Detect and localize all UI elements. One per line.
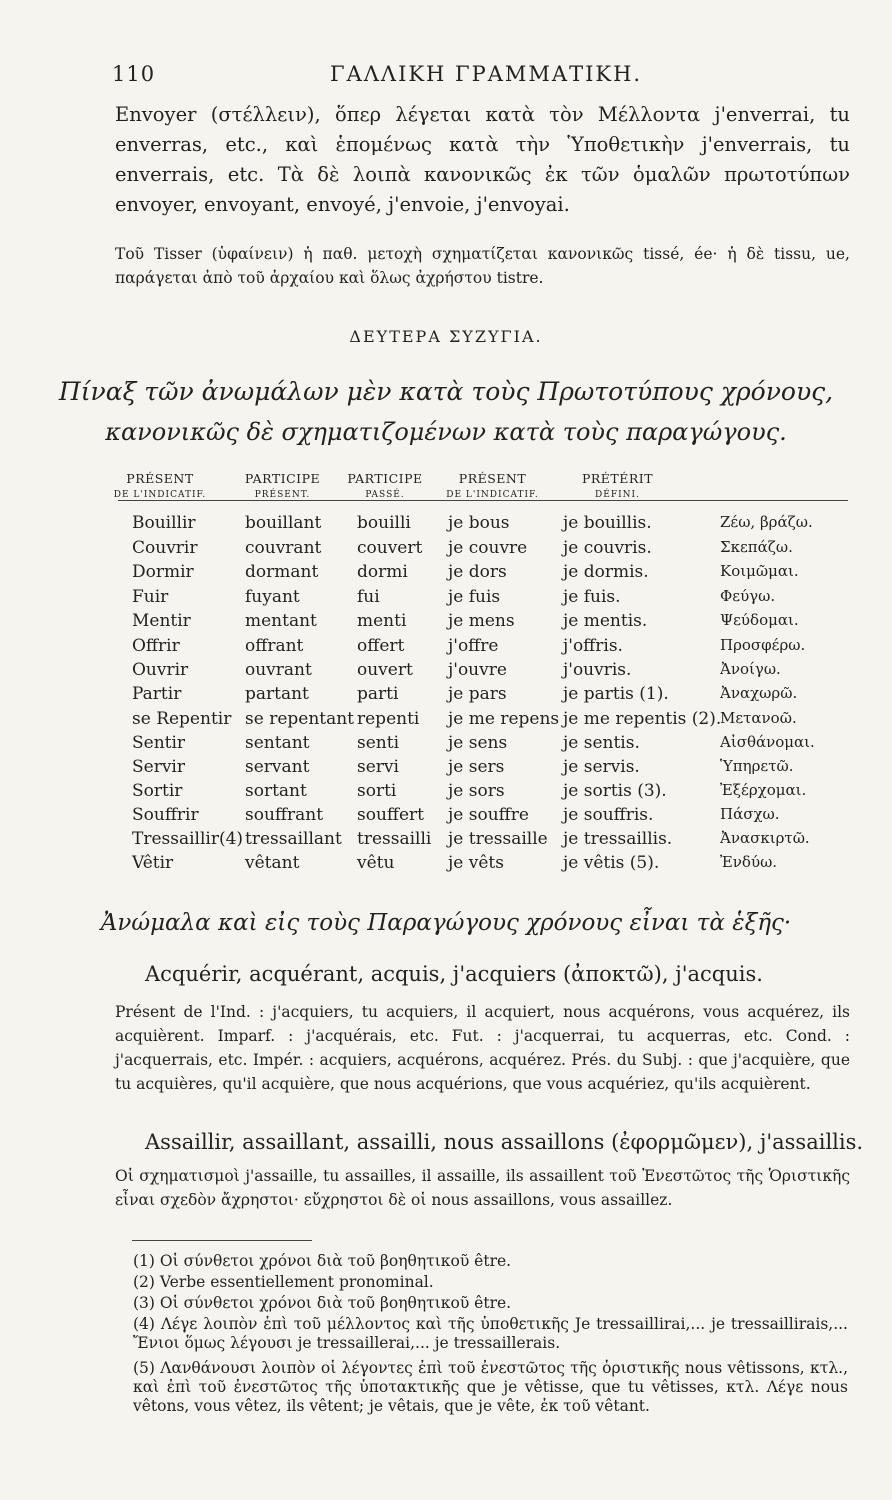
cell-greek-meaning: Προσφέρω. xyxy=(720,636,806,654)
table-title-line2: κανονικῶς δὲ σχηματιζομένων κατὰ τοὺς παραγώγους. xyxy=(105,418,787,446)
cell-present: je vêts xyxy=(448,853,504,873)
cell-greek-meaning: Ψεύδομαι. xyxy=(720,611,799,629)
cell-preterit: je sentis. xyxy=(563,733,640,753)
column-header-present-indicatif-2 xyxy=(430,470,555,504)
cell-greek-meaning: Ἀνασκιρτῶ. xyxy=(720,829,810,847)
cell-participe-passe: senti xyxy=(357,733,400,753)
footnote-2: (2) Verbe essentiellement pronominal. xyxy=(133,1273,434,1291)
table-header-rule xyxy=(118,500,848,501)
cell-preterit: je tressaillis. xyxy=(563,829,673,849)
cell-greek-meaning: Ὑπηρετῶ. xyxy=(720,757,794,775)
footnote-3: (3) Οἱ σύνθετοι χρόνοι διὰ τοῦ βοηθητικοῦ être. xyxy=(133,1294,512,1312)
cell-participe-passe: ouvert xyxy=(357,660,413,680)
cell-participe-present: fuyant xyxy=(245,587,300,607)
cell-participe-passe: servi xyxy=(357,757,399,777)
cell-greek-meaning: Πάσχω. xyxy=(720,805,780,823)
cell-greek-meaning: Μετανοῶ. xyxy=(720,709,797,727)
cell-present: je mens xyxy=(448,611,515,631)
cell-present: je sens xyxy=(448,733,508,753)
column-header-participe-passe xyxy=(335,470,435,504)
cell-present: je sors xyxy=(448,781,505,801)
acquerir-conjugation: Présent de l'Ind. : j'acquiers, tu acquiers, il acquiert, nous acquérons, vous acquérez, ils acquièrent. Imparf. : j'acquérais, etc. Fut. : j'acquerrai, tu acquerras, etc. Cond. : j'acquerrais, etc. Impér. : acquiers, acquérons, acquérez. Prés. du Subj. : que j'acquière, que tu acquières, qu'il acquière, que nous acquérions, que vous acquériez, qu'ils acquièrent. xyxy=(115,1003,850,1093)
cell-preterit: je dormis. xyxy=(563,562,649,582)
cell-infinitive: Vêtir xyxy=(132,853,174,873)
cell-greek-meaning: Σκεπάζω. xyxy=(720,538,793,556)
cell-infinitive: Fuir xyxy=(132,587,169,607)
cell-participe-passe: parti xyxy=(357,684,399,704)
cell-participe-passe: tressailli xyxy=(357,829,432,849)
intro-paragraph-envoyer: Envoyer (στέλλειν), ὅπερ λέγεται κατὰ τὸν Μέλλοντα j'enverrai, tu enverras, etc., καὶ ἑπομένως κατὰ τὴν Ὑποθετικὴν j'enverrais, tu enverrais, etc. Τὰ δὲ λοιπὰ κανονικῶς ἐκ τῶν ὁμαλῶν πρωτοτύπων envoyer, envoyant, envoyé, j'envoie, j'envoyai. xyxy=(115,103,850,216)
cell-infinitive: Mentir xyxy=(132,611,191,631)
table-row xyxy=(0,805,892,829)
table-row xyxy=(0,636,892,660)
assaillir-note: Οἱ σχηματισμοὶ j'assaille, tu assailles, il assaille, ils assaillent τοῦ Ἐνεστῶτος τῆς Ὁριστικῆς εἶναι σχεδὸν ἄχρηστοι· εὔχρηστοι δὲ οἱ nous assaillons, vous assaillez. xyxy=(115,1167,850,1209)
assaillir-heading: Assaillir, assaillant, assailli, nous assaillons (ἐφορμῶμεν), j'assaillis. xyxy=(145,1130,864,1154)
cell-infinitive: Ouvrir xyxy=(132,660,189,680)
cell-participe-present: offrant xyxy=(245,636,304,656)
cell-participe-passe: sorti xyxy=(357,781,397,801)
column-header-sublabel: PASSÉ. xyxy=(365,490,405,500)
cell-infinitive: Servir xyxy=(132,757,186,777)
table-row xyxy=(0,829,892,853)
cell-preterit: je vêtis (5). xyxy=(563,853,660,873)
cell-present: j'ouvre xyxy=(448,660,507,680)
table-title-line1: Πίναξ τῶν ἀνωμάλων μὲν κατὰ τοὺς Πρωτοτύπους χρόνους, xyxy=(58,377,834,406)
cell-infinitive: Dormir xyxy=(132,562,194,582)
cell-infinitive: Sortir xyxy=(132,781,183,801)
intro-paragraph-tisser: Τοῦ Tisser (ὑφαίνειν) ἡ παθ. μετοχὴ σχηματίζεται κανονικῶς tissé, ée· ἡ δὲ tissu, ue, παράγεται ἀπὸ τοῦ ἀρχαίου καὶ ὅλως ἀχρήστου tistre. xyxy=(115,245,850,287)
cell-greek-meaning: Φεύγω. xyxy=(720,587,776,605)
column-header-participe-present xyxy=(225,470,340,504)
cell-present: je me repens xyxy=(448,709,560,729)
column-header-label: PRÉSENT xyxy=(126,471,194,486)
cell-participe-passe: dormi xyxy=(357,562,408,582)
cell-participe-present: souffrant xyxy=(245,805,324,825)
cell-participe-passe: souffert xyxy=(357,805,425,825)
footnote-4: (4) Λέγε λοιπὸν ἐπὶ τοῦ μέλλοντος καὶ τῆς ὑποθετικῆς Je tressaillirai,... je tressaillirais,... Ἔνιοι ὅμως λέγουσι je tressaillerai,... je tressaillerais. xyxy=(133,1315,848,1352)
cell-greek-meaning: Αἰσθάνομαι. xyxy=(720,733,815,751)
cell-participe-passe: couvert xyxy=(357,538,423,558)
table-row xyxy=(0,781,892,805)
cell-preterit: je servis. xyxy=(563,757,640,777)
acquerir-heading: Acquérir, acquérant, acquis, j'acquiers (ἀποκτῶ), j'acquis. xyxy=(145,962,763,986)
table-row xyxy=(0,757,892,781)
cell-greek-meaning: Ἐξέρχομαι. xyxy=(720,781,807,799)
cell-infinitive: Tressaillir(4) xyxy=(132,829,244,849)
page-number: 110 xyxy=(112,62,156,86)
table-row xyxy=(0,709,892,733)
cell-participe-passe: bouilli xyxy=(357,513,411,533)
cell-participe-present: tressaillant xyxy=(245,829,342,849)
cell-present: je bous xyxy=(448,513,510,533)
cell-present: je pars xyxy=(448,684,507,704)
table-row xyxy=(0,733,892,757)
cell-infinitive: Bouillir xyxy=(132,513,196,533)
cell-preterit: je souffris. xyxy=(563,805,654,825)
cell-preterit: j'offris. xyxy=(563,636,623,656)
table-row xyxy=(0,513,892,537)
column-header-present-indicatif xyxy=(95,470,225,504)
cell-infinitive: Offrir xyxy=(132,636,180,656)
cell-greek-meaning: Ἀνοίγω. xyxy=(720,660,781,678)
cell-participe-present: partant xyxy=(245,684,309,704)
cell-preterit: je partis (1). xyxy=(563,684,669,704)
table-row xyxy=(0,538,892,562)
table-row xyxy=(0,611,892,635)
column-header-label: PARTICIPE xyxy=(347,471,423,486)
cell-present: je dors xyxy=(448,562,507,582)
column-header-sublabel: PRÉSENT. xyxy=(254,490,311,500)
footnote-5: (5) Λανθάνουσι λοιπὸν οἱ λέγοντες ἐπὶ τοῦ ἐνεστῶτος τῆς ὁριστικῆς nous vêtissons, κτλ., καὶ ἐπὶ τοῦ ἐνεστῶτος τῆς ὑποτακτικῆς que je vêtisse, que tu vêtisses, κτλ. Λέγε nous vêtons, vous vêtez, ils vêtent; je vêtais, que je vête, ἐκ τοῦ vêtant. xyxy=(133,1359,848,1415)
column-header-preterit-defini xyxy=(555,470,680,504)
column-header-sublabel: DE L'INDICATIF. xyxy=(446,490,539,500)
footnote-rule xyxy=(132,1240,312,1241)
cell-participe-present: vêtant xyxy=(245,853,300,873)
table-row xyxy=(0,587,892,611)
cell-preterit: je mentis. xyxy=(563,611,648,631)
cell-participe-present: bouillant xyxy=(245,513,322,533)
table-row xyxy=(0,660,892,684)
cell-participe-passe: menti xyxy=(357,611,407,631)
cell-preterit: j'ouvris. xyxy=(563,660,632,680)
cell-preterit: je couvris. xyxy=(563,538,652,558)
cell-participe-passe: fui xyxy=(357,587,380,607)
table-row xyxy=(0,562,892,586)
cell-greek-meaning: Κοιμῶμαι. xyxy=(720,562,799,580)
cell-greek-meaning: Ζέω, βράζω. xyxy=(720,513,813,531)
cell-greek-meaning: Ἐνδύω. xyxy=(720,853,778,871)
cell-participe-passe: vêtu xyxy=(357,853,395,873)
cell-preterit: je fuis. xyxy=(563,587,621,607)
cell-present: je couvre xyxy=(448,538,528,558)
cell-infinitive: Souffrir xyxy=(132,805,199,825)
cell-preterit: je me repentis (2). xyxy=(563,709,722,729)
column-header-sublabel: DE L'INDICATIF. xyxy=(113,490,207,500)
cell-participe-passe: repenti xyxy=(357,709,420,729)
footnote-1: (1) Οἱ σύνθετοι χρόνοι διὰ τοῦ βοηθητικοῦ être. xyxy=(133,1252,512,1270)
cell-participe-present: sentant xyxy=(245,733,310,753)
cell-participe-present: ouvrant xyxy=(245,660,312,680)
cell-participe-present: mentant xyxy=(245,611,317,631)
cell-preterit: je sortis (3). xyxy=(563,781,667,801)
cell-infinitive: se Repentir xyxy=(132,709,232,729)
column-header-label: PRÉSENT xyxy=(458,471,527,486)
cell-infinitive: Couvrir xyxy=(132,538,198,558)
cell-present: j'offre xyxy=(448,636,499,656)
irregular-derived-title: Ἀνώμαλα καὶ εἰς τοὺς Παραγώγους χρόνους εἶναι τὰ ἑξῆς· xyxy=(100,910,792,936)
cell-preterit: je bouillis. xyxy=(563,513,652,533)
cell-present: je tressaille xyxy=(448,829,548,849)
table-row xyxy=(0,684,892,708)
cell-participe-present: se repentant xyxy=(245,709,355,729)
cell-present: je fuis xyxy=(448,587,501,607)
column-header-label: PRÉTÉRIT xyxy=(581,471,654,486)
cell-infinitive: Partir xyxy=(132,684,182,704)
cell-greek-meaning: Ἀναχωρῶ. xyxy=(720,684,798,702)
cell-participe-present: couvrant xyxy=(245,538,322,558)
table-row xyxy=(0,853,892,877)
column-header-sublabel: DÉFINI. xyxy=(595,490,640,500)
cell-participe-passe: offert xyxy=(357,636,405,656)
cell-present: je sers xyxy=(448,757,505,777)
cell-participe-present: servant xyxy=(245,757,310,777)
section-title: ΔΕΥΤΕΡΑ ΣΥΖΥΓΙΑ. xyxy=(349,327,543,346)
running-title: ΓΑΛΛΙΚΗ ΓΡΑΜΜΑΤΙΚΗ. xyxy=(330,62,643,86)
column-header-label: PARTICIPE xyxy=(244,471,321,486)
cell-infinitive: Sentir xyxy=(132,733,186,753)
cell-participe-present: sortant xyxy=(245,781,307,801)
cell-present: je souffre xyxy=(448,805,529,825)
cell-participe-present: dormant xyxy=(245,562,319,582)
